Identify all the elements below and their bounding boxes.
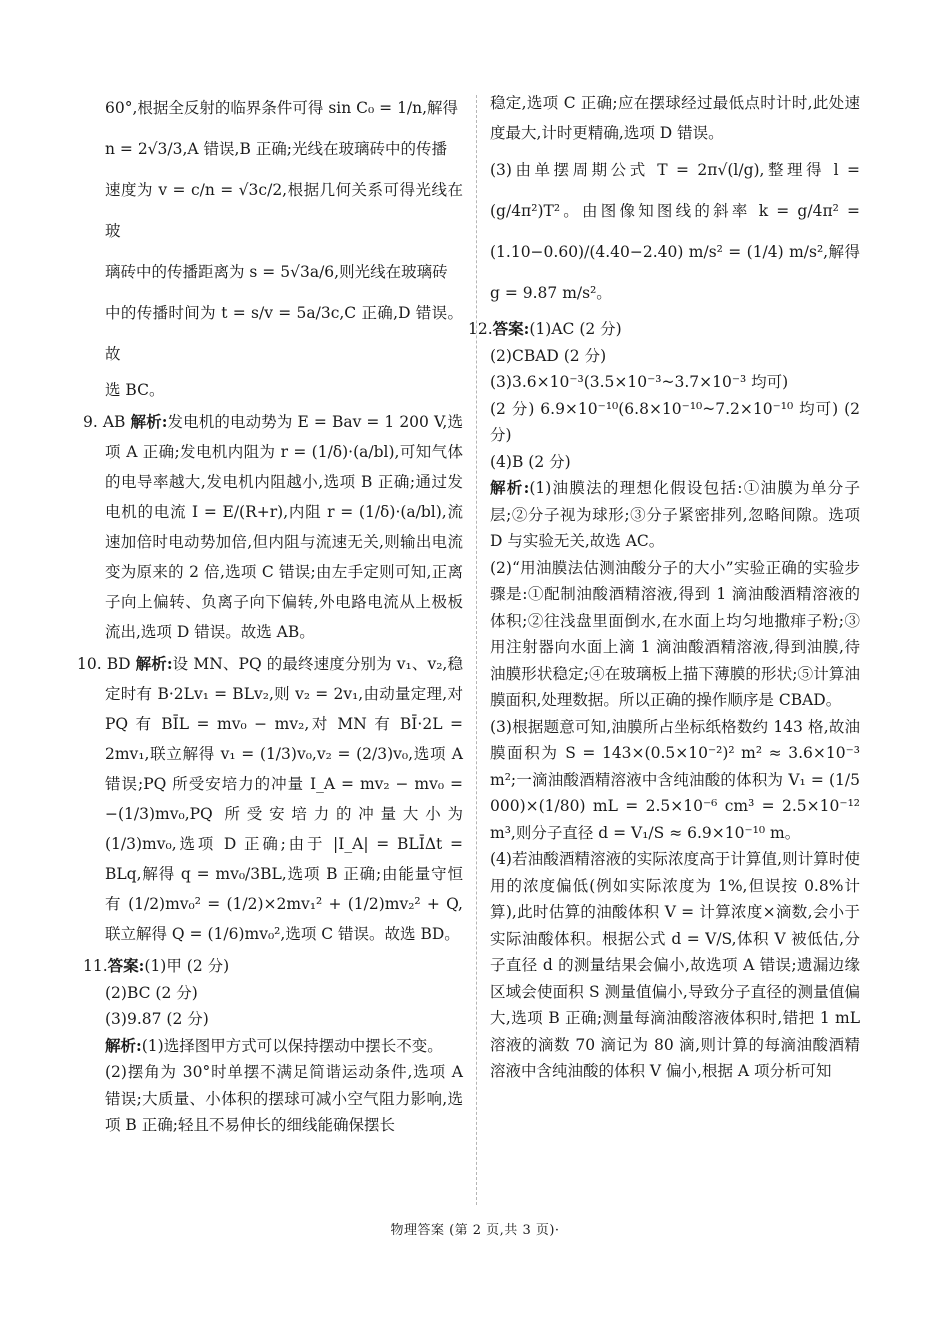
q10-number: 10. BD (77, 655, 131, 673)
q8-continued-line-1: 60°,根据全反射的临界条件可得 sin C₀ = 1/n,解得 (105, 99, 459, 117)
q12-explanation-1 (490, 475, 860, 555)
q11-explanation-continued: 稳定,选项 C 正确;应在摆球经过最低点时计时,此处速度最大,计时更精确,选项 D 错误。 (490, 94, 860, 142)
q12-explanation-1-text: (1)油膜法的理想化假设包括:①油膜为单分子层;②分子视为球形;③分子紧密排列,忽略间隙。选项 D 与实验无关,故选 AC。 (490, 479, 860, 550)
q9-number: 9. AB (83, 413, 126, 431)
q12-explanation-4: (4)若油酸酒精溶液的实际浓度高于计算值,则计算时使用的浓度偏低(例如实际浓度为 1%,但误按 0.8%计算),此时估算的油酸体积 V = 计算浓度×滴数,会小于实际油酸体积。根据公式 d = V/S,体积 V 被低估,分子直径 d 的测量结果会偏小,故选项 A 错误;遗漏边缘区域会使面积 S 测量值偏小,导致分子直径的测量值偏大,选项 B 正确;测量每滴油酸溶液体积时,错把 1 mL 溶液的滴数 70 滴记为 80 滴,则计算的每滴油酸酒精溶液中含纯油酸的体积 V 偏小,根据 A 项分析可知 (490, 850, 860, 1080)
question-9 (83, 407, 463, 647)
q11-explanation-2: (2)摆角为 30°时单摆不满足简谐运动条件,选项 A 错误;大质量、小体积的摆球可减小空气阻力影响,选项 B 正确;轻且不易伸长的细线能确保摆长 (105, 1063, 463, 1134)
q8-continued-line-4: 璃砖中的传播距离为 s = 5√3a/6,则光线在玻璃砖 (105, 263, 448, 281)
q11-number: 11. (83, 957, 108, 975)
q11-explanation-3: (3)由单摆周期公式 T = 2π√(l/g),整理得 l = (g/4π²)T²。由图像知图线的斜率 k = g/4π² = (1.10−0.60)/(4.40−2.40) m/s² = (1/4) m/s²,解得 g = 9.87 m/s²。 (490, 161, 860, 302)
q10-explanation: 设 MN、PQ 的最终速度分别为 v₁、v₂,稳定时有 B·2Lv₁ = BLv₂,则 v₂ = 2v₁,由动量定理,对 PQ 有 BĪL = mv₀ − mv₂,对 MN 有 BĪ·2L = 2mv₁,联立解得 v₁ = (1/3)v₀,v₂ = (2/3)v₀,选项 A 错误;PQ 所受安培力的冲量 I_A = mv₂ − mv₀ = −(1/3)mv₀,PQ 所受安培力的冲量大小为 (1/3)mv₀,选项 D 正确;由于 |I_A| = BLĪΔt = BLq,解得 q = mv₀/3BL,选项 B 正确;由能量守恒有 (1/2)mv₀² = (1/2)×2mv₁² + (1/2)mv₂² + Q,联立解得 Q = (1/6)mv₀²,选项 C 错误。故选 BD。 (105, 655, 463, 943)
left-column (77, 88, 463, 1139)
q12-label: 答案: (492, 319, 530, 338)
q12-explanation-2: (2)“用油膜法估测油酸分子的大小”实验正确的实验步骤是:①配制油酸酒精溶液,得到 1 滴油酸酒精溶液的体积;②往浅盘里面倒水,在水面上均匀地撒痱子粉;③用注射器向水面上滴 1 滴油酸酒精溶液,得到油膜,待油膜形状稳定;④在玻璃板上描下薄膜的形状;⑤计算油膜面积,处理数据。所以正确的操作顺序是 CBAD。 (490, 558, 860, 709)
question-11-header (83, 953, 463, 980)
q8-continued-line-3: 速度为 v = c/n = √3c/2,根据几何关系可得光线在玻 (105, 181, 463, 240)
right-column (468, 88, 860, 1085)
q11-explanation-label: 解析: (105, 1035, 142, 1055)
q12-answer-3: (3)3.6×10⁻³(3.5×10⁻³~3.7×10⁻³ 均可) (490, 373, 789, 391)
q12-answer-5: (4)B (2 分) (490, 452, 571, 471)
q12-explanation-3: (3)根据题意可知,油膜所占坐标纸格数约 143 格,故油膜面积为 S = 143×(0.5×10⁻²)² m² ≈ 3.6×10⁻³ m²;一滴油酸酒精溶液中含纯油酸的体积为 V₁ = (1/5 000)×(1/80) mL = 2.5×10⁻⁶ cm³ = 2.5×10⁻¹² m³,则分子直径 d = V₁/S ≈ 6.9×10⁻¹⁰ m。 (490, 717, 860, 842)
column-divider (476, 95, 477, 1205)
q11-answer-2: (2)BC (2 分) (105, 983, 198, 1002)
q9-explanation: 发电机的电动势为 E = Bav = 1 200 V,选项 A 正确;发电机内阻为 r = (1/δ)·(a/bl),可知气体的电导率越大,发电机内阻越小,选项 B 正确;通过发电机的电流 I = E/(R+r),内阻 r = (1/δ)·(a/bl),流速加倍时电动势加倍,但内阻与流速无关,则输出电流变为原来的 2 倍,选项 C 错误;由左手定则可知,正离子向上偏转、负离子向下偏转,外电路电流从上极板流出,选项 D 错误。故选 AB。 (105, 413, 463, 641)
q8-continued-line-5: 中的传播时间为 t = s/v = 5a/3c,C 正确,D 错误。故 (105, 304, 463, 363)
question-12-header (468, 316, 860, 343)
q12-number: 12. (468, 320, 493, 338)
q8-continued-line-6: 选 BC。 (105, 381, 165, 399)
q12-answer-1: (1)AC (2 分) (529, 320, 622, 338)
q12-explanation-label: 解析: (490, 478, 530, 497)
q11-label: 答案: (107, 956, 145, 975)
question-10 (77, 649, 463, 949)
q11-answer-3: (3)9.87 (2 分) (105, 1010, 209, 1028)
q10-label: 解析: (135, 654, 173, 673)
q9-label: 解析: (130, 412, 168, 431)
page-footer: 物理答案 (第 2 页,共 3 页)· (390, 1223, 560, 1238)
q8-continued-line-2: n = 2√3/3,A 错误,B 正确;光线在玻璃砖中的传播 (105, 140, 448, 158)
q11-explanation-1 (105, 1033, 463, 1060)
q12-answer-4: (2 分) 6.9×10⁻¹⁰(6.8×10⁻¹⁰~7.2×10⁻¹⁰ 均可) (2 分) (490, 399, 860, 444)
q11-explanation-1-text: (1)选择图甲方式可以保持摆动中摆长不变。 (141, 1036, 443, 1055)
q11-answer-1: (1)甲 (2 分) (144, 957, 230, 975)
q12-answer-2: (2)CBAD (2 分) (490, 346, 607, 365)
